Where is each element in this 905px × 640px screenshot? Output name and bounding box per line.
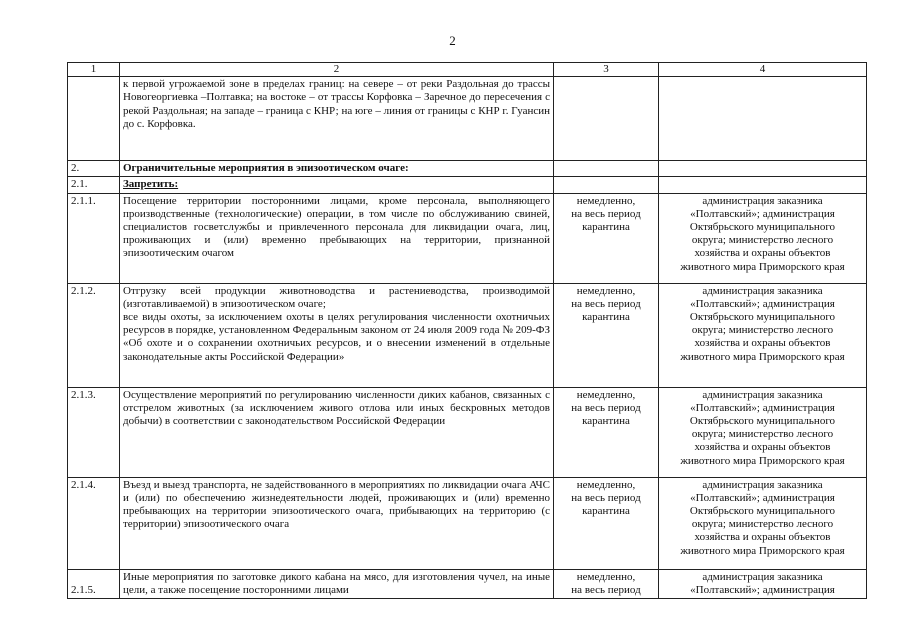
subsection-row [68,177,867,193]
subsection-term-empty [554,177,659,193]
column-header-4: 4 [659,63,867,77]
column-header-2: 2 [120,63,554,77]
table-row [68,387,867,477]
item-term: немедленно, на весь период карантина [554,283,659,387]
continuation-text: к первой угрожаемой зоне в пределах границ: на севере – от реки Раздольная до трассы Новогеоргиевка –Полтавка; на востоке – от трассы Корфовка – Заречное до пересечения с рекой Раздольная; на западе – граница с КНР; на юге – линия от границы с КНР г. Гуансин до с. Корфовка. [120,77,554,161]
item-term: немедленно, на весь период карантина [554,477,659,569]
subsection-number: 2.1. [68,177,120,193]
item-text: Осуществление мероприятий по регулированию численности диких кабанов, связанных с отстрелом животных (за исключением живого отлова или иных бескровных методов добычи) в соответствии с законодательством Российской Федерации [120,387,554,477]
item-responsible: администрация заказника «Полтавский»; администрация Октябрьского муниципального округа; министерство лесного хозяйства и охраны объектов животного мира Приморского края [659,283,867,387]
item-responsible: администрация заказника «Полтавский»; администрация Октябрьского муниципального округа; министерство лесного хозяйства и охраны объектов животного мира Приморского края [659,193,867,283]
item-text: Въезд и выезд транспорта, не задействованного в мероприятиях по ликвидации очага АЧС и (или) по обеспечению жизнедеятельности людей, проживающих и (или) временно пребывающих на территории эпизоотического очага, прибывающих на территорию (с территории) эпизоотического очага [120,477,554,569]
item-text: Посещение территории посторонними лицами, кроме персонала, выполняющего производственные (технологические) операции, в том числе по обслуживанию свиней, специалистов госветслужбы и привлеченного персонала для ликвидации очага, лиц, проживающих и (или) временно пребывающих на территории, признанной эпизоотическим очагом [120,193,554,283]
item-number: 2.1.3. [68,387,120,477]
page-number: 2 [449,33,456,48]
table-row [68,569,867,598]
table-row [68,283,867,387]
item-responsible: администрация заказника «Полтавский»; администрация [659,569,867,598]
section-row [68,161,867,177]
subsection-resp-empty [659,177,867,193]
item-term: немедленно, на весь период карантина [554,387,659,477]
section-title: Ограничительные мероприятия в эпизоотическом очаге: [120,161,554,177]
item-number: 2.1.5. [68,569,120,598]
item-responsible: администрация заказника «Полтавский»; администрация Октябрьского муниципального округа; министерство лесного хозяйства и охраны объектов животного мира Приморского края [659,477,867,569]
section-resp-empty [659,161,867,177]
column-header-3: 3 [554,63,659,77]
item-responsible: администрация заказника «Полтавский»; администрация Октябрьского муниципального округа; министерство лесного хозяйства и охраны объектов животного мира Приморского края [659,387,867,477]
column-header-1: 1 [68,63,120,77]
table-row [68,193,867,283]
section-number: 2. [68,161,120,177]
table-header-row [68,63,867,77]
subsection-title: Запретить: [120,177,554,193]
row-number-empty [68,77,120,161]
table-row [68,477,867,569]
section-term-empty [554,161,659,177]
item-text: Иные мероприятия по заготовке дикого кабана на мясо, для изготовления чучел, на иные цели, а также посещение посторонними лицами [120,569,554,598]
table-row-continuation [68,77,867,161]
responsible-empty [659,77,867,161]
item-text: Отгрузку всей продукции животноводства и растениеводства, производимой (изготавливаемой) в эпизоотическом очаге; все виды охоты, за исключением охоты в целях регулирования численности охотничьих ресурсов в порядке, установленном Федеральным законом от 24 июля 2009 года № 209-ФЗ «Об охоте и о сохранении охотничьих ресурсов, и о внесении изменений в отдельные законодательные акты Российской Федерации» [120,283,554,387]
measures-table [67,62,867,599]
item-term: немедленно, на весь период карантина [554,193,659,283]
term-empty [554,77,659,161]
item-term: немедленно, на весь период [554,569,659,598]
item-number: 2.1.2. [68,283,120,387]
item-number: 2.1.1. [68,193,120,283]
item-number: 2.1.4. [68,477,120,569]
